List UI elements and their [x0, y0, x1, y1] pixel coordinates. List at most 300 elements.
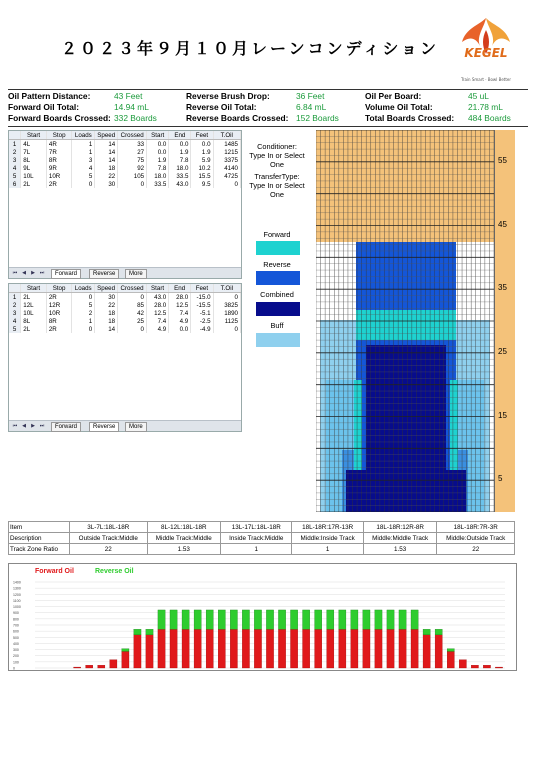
forward-oil-bar [206, 629, 213, 668]
ratio-cell: Middle Track:Middle [147, 533, 221, 544]
tab-forward[interactable]: Forward [51, 269, 81, 279]
table-cell[interactable]: 12.5 [169, 301, 191, 309]
table-cell[interactable]: -5.1 [191, 309, 213, 317]
table-cell[interactable]: 5 [72, 301, 95, 309]
reverse-oil-bar [242, 610, 249, 629]
reverse-oil-grid[interactable] [8, 283, 242, 432]
table-cell[interactable]: 33.5 [169, 172, 191, 180]
y-tick-label: 400 [13, 641, 19, 646]
table-cell[interactable]: 0 [213, 325, 240, 333]
table-cell[interactable]: 4140 [213, 164, 240, 172]
table-row[interactable] [9, 317, 241, 325]
table-cell[interactable]: -4.9 [191, 325, 213, 333]
reverse-oil-bar [170, 610, 177, 629]
volume-oil-total-value: 21.78 mL [468, 102, 503, 112]
reverse-oil-bar [122, 649, 129, 652]
oil-per-board-value: 45 uL [468, 91, 489, 101]
grid-header-row [9, 284, 241, 293]
forward-oil-bar [435, 635, 442, 668]
table-cell[interactable]: 15.5 [191, 172, 213, 180]
table-cell[interactable]: 12.5 [146, 309, 168, 317]
table-cell[interactable]: 4 [72, 164, 95, 172]
table-cell[interactable]: 2R [46, 293, 72, 302]
table-cell[interactable]: 33.5 [147, 180, 169, 188]
y-tick-label: 1300 [13, 586, 21, 591]
table-cell[interactable]: 14 [95, 140, 118, 149]
reverse-oil-bar [435, 629, 442, 635]
table-row[interactable] [9, 301, 241, 309]
table-cell[interactable]: 9.5 [191, 180, 213, 188]
ratio-row [9, 533, 515, 544]
table-cell[interactable]: 0.0 [147, 140, 169, 149]
table-cell[interactable]: 0 [72, 180, 95, 188]
table-cell[interactable]: 2R [46, 180, 72, 188]
forward-oil-bar [218, 629, 225, 668]
ratio-cell: 1.53 [147, 544, 221, 555]
table-cell[interactable]: 3825 [213, 301, 240, 309]
y-tick-label: 900 [13, 611, 19, 616]
scale-label: 25 [498, 346, 507, 356]
ratio-cell: 22 [70, 544, 148, 555]
table-cell[interactable]: 1485 [213, 140, 240, 149]
reverse-boards-crossed-value: 152 Boards [296, 113, 339, 123]
table-cell[interactable]: 7.4 [146, 317, 168, 325]
y-tick-label: 100 [13, 660, 19, 665]
forward-oil-bar [483, 665, 490, 668]
first-sheet-icon[interactable]: ⏮ [12, 270, 18, 276]
forward-oil-bar [290, 629, 297, 668]
legend-combined-swatch [256, 302, 300, 316]
conditioner-hint-2[interactable]: One [270, 160, 284, 169]
table-cell[interactable]: 3 [72, 156, 95, 164]
table-cell[interactable]: 25 [118, 317, 147, 325]
table-cell[interactable]: 18.0 [169, 164, 191, 172]
row-number: 5 [9, 172, 21, 180]
lane-combined-zone [366, 345, 446, 512]
table-cell[interactable]: 7.8 [169, 156, 191, 164]
table-cell[interactable]: 3375 [213, 156, 240, 164]
ratio-cell: Middle:Middle Track [363, 533, 437, 544]
table-cell[interactable]: 2L [21, 325, 47, 333]
row-number: 5 [9, 325, 21, 333]
forward-oil-bar [134, 635, 141, 668]
table-cell[interactable]: 18 [95, 317, 118, 325]
column-header[interactable]: Feet [191, 131, 213, 140]
column-header[interactable]: Start [147, 131, 169, 140]
forward-oil-bar [254, 629, 261, 668]
row-number: 2 [9, 148, 21, 156]
legend-reverse-swatch [256, 271, 300, 285]
reverse-oil-bar [158, 610, 165, 629]
y-tick-label: 600 [13, 629, 19, 634]
tab-reverse[interactable]: Reverse [89, 269, 119, 279]
forward-oil-bar [447, 651, 454, 668]
table-cell[interactable]: 0 [72, 293, 95, 302]
forward-oil-bar [363, 629, 370, 668]
table-row[interactable] [9, 140, 241, 149]
ratio-cell: 22 [437, 544, 515, 555]
table-cell[interactable]: 1.9 [169, 148, 191, 156]
table-row[interactable] [9, 325, 241, 333]
table-row[interactable] [9, 180, 241, 188]
table-cell[interactable]: 12L [21, 301, 47, 309]
column-header[interactable]: T.Oil [213, 131, 240, 140]
table-cell[interactable]: -15.5 [191, 301, 213, 309]
row-number: 3 [9, 309, 21, 317]
reverse-brush-drop-label: Reverse Brush Drop: [186, 91, 270, 101]
table-cell[interactable]: 2L [21, 293, 47, 302]
column-header[interactable]: End [169, 284, 191, 293]
table-cell[interactable]: 10L [21, 309, 47, 317]
column-header[interactable]: Stop [46, 284, 72, 293]
logo-wordmark: KEGEL [464, 46, 508, 60]
forward-oil-bar [230, 629, 237, 668]
legend-forward-swatch [256, 241, 300, 255]
table-cell[interactable]: 0.0 [169, 325, 191, 333]
table-cell[interactable]: 18.0 [147, 172, 169, 180]
table-cell[interactable]: 1890 [213, 309, 240, 317]
forward-oil-bar [375, 629, 382, 668]
ratio-cell: 1 [221, 544, 292, 555]
forward-oil-bar [327, 629, 334, 668]
column-header[interactable] [9, 131, 21, 140]
reverse-oil-bar [206, 610, 213, 629]
forward-oil-bar [351, 629, 358, 668]
ratio-cell: 13L-17L:18L-18R [221, 522, 292, 533]
column-header[interactable]: Start [21, 284, 47, 293]
table-cell[interactable]: 2L [21, 180, 47, 188]
y-tick-label: 700 [13, 623, 19, 628]
forward-oil-bar [278, 629, 285, 668]
table-cell[interactable]: 4.9 [146, 325, 168, 333]
forward-oil-bar [242, 629, 249, 668]
table-cell[interactable]: 7L [21, 148, 47, 156]
reverse-oil-bar [399, 610, 406, 629]
forward-oil-bar [170, 629, 177, 668]
reverse-oil-bar [182, 610, 189, 629]
reverse-oil-bar [278, 610, 285, 629]
table-row[interactable] [9, 293, 241, 302]
reverse-oil-bar [327, 610, 334, 629]
ratio-cell: 3L-7L:18L-18R [70, 522, 148, 533]
table-cell[interactable]: 10L [21, 172, 47, 180]
table-cell[interactable]: 1215 [213, 148, 240, 156]
column-header[interactable]: Start [21, 131, 47, 140]
reverse-oil-bar [303, 610, 310, 629]
page-title: ２０２３年９月１０月レーンコンディション [60, 39, 440, 58]
tab-more[interactable]: More [125, 269, 147, 279]
ratio-cell: 18L-18R:12R-8R [363, 522, 437, 533]
y-tick-label: 200 [13, 654, 19, 659]
table-cell[interactable]: 7.4 [169, 309, 191, 317]
ratio-cell: 8L-12L:18L-18R [147, 522, 221, 533]
table-cell[interactable]: 30 [95, 180, 118, 188]
table-cell[interactable]: 14 [95, 156, 118, 164]
row-number: 6 [9, 180, 21, 188]
forward-oil-bar [303, 629, 310, 668]
tab-reverse[interactable]: Reverse [89, 422, 119, 432]
table-cell[interactable]: 85 [118, 301, 147, 309]
forward-oil-bar [110, 660, 117, 668]
forward-sheet-tabs [9, 267, 241, 278]
y-tick-label: 1000 [13, 605, 21, 610]
total-boards-crossed-label: Total Boards Crossed: [365, 113, 455, 123]
table-cell[interactable]: 12R [46, 301, 72, 309]
forward-oil-bar [86, 665, 93, 668]
logo-tagline: Train Smart · Bowl Better [460, 77, 512, 82]
column-header[interactable]: End [169, 131, 191, 140]
table-cell[interactable]: 43.0 [169, 180, 191, 188]
reverse-sheet-tabs [9, 420, 241, 431]
table-cell[interactable]: 5.9 [191, 156, 213, 164]
ratio-cell: 1.53 [363, 544, 437, 555]
reverse-oil-bar [290, 610, 297, 629]
table-cell[interactable]: 1125 [213, 317, 240, 325]
tab-forward[interactable]: Forward [51, 422, 81, 432]
column-header[interactable]: Crossed [118, 284, 147, 293]
table-cell[interactable]: 28.0 [169, 293, 191, 302]
table-cell[interactable]: 8R [46, 156, 72, 164]
table-cell[interactable]: 33 [118, 140, 147, 149]
reverse-oil-bar [254, 610, 261, 629]
row-number: 1 [9, 140, 21, 149]
row-number: 2 [9, 301, 21, 309]
reverse-oil-bar [339, 610, 346, 629]
reverse-oil-bar [447, 649, 454, 652]
reverse-oil-bar [387, 610, 394, 629]
conditioner-hint[interactable]: Type In or Select [249, 151, 305, 160]
table-row[interactable] [9, 309, 241, 317]
legend-reverse-label: Reverse [263, 260, 291, 269]
tab-more[interactable]: More [125, 422, 147, 432]
row-number: 4 [9, 317, 21, 325]
forward-oil-bar [74, 667, 81, 668]
scale-label: 45 [498, 219, 507, 229]
table-cell[interactable]: 42 [118, 309, 147, 317]
y-tick-label: 0 [13, 666, 15, 670]
prev-sheet-icon[interactable]: ◀ [22, 423, 26, 429]
row-number: 4 [9, 164, 21, 172]
track-zone-ratio-table [8, 521, 515, 555]
last-sheet-icon[interactable]: ⏭ [39, 270, 45, 276]
forward-oil-bar [146, 635, 153, 668]
prev-sheet-icon[interactable]: ◀ [22, 270, 26, 276]
table-cell[interactable]: 0 [118, 293, 147, 302]
table-cell[interactable]: 2R [46, 325, 72, 333]
table-cell[interactable]: -2.5 [191, 317, 213, 325]
column-header[interactable]: Speed [95, 131, 118, 140]
reverse-oil-total-value: 6.84 mL [296, 102, 327, 112]
forward-oil-bar [98, 665, 105, 668]
forward-oil-bar [182, 629, 189, 668]
grid-header-row [9, 131, 241, 140]
reverse-oil-bar [134, 629, 141, 635]
table-cell[interactable]: 7R [46, 148, 72, 156]
table-cell[interactable]: 10.2 [191, 164, 213, 172]
oil-pattern-distance-label: Oil Pattern Distance: [8, 91, 91, 101]
column-header[interactable]: Crossed [118, 131, 147, 140]
lane-oil-map [316, 130, 494, 512]
last-sheet-icon[interactable]: ⏭ [39, 423, 45, 429]
forward-oil-bar [266, 629, 273, 668]
table-cell[interactable]: 0.0 [191, 140, 213, 149]
table-cell[interactable]: 9R [46, 164, 72, 172]
table-cell[interactable]: 4725 [213, 172, 240, 180]
ratio-cell: Outside Track:Middle [70, 533, 148, 544]
table-cell[interactable]: 0 [213, 293, 240, 302]
reverse-oil-bar [363, 610, 370, 629]
table-cell[interactable]: 1.9 [191, 148, 213, 156]
table-cell[interactable]: 1 [72, 148, 95, 156]
reverse-oil-bar [146, 629, 153, 635]
table-cell[interactable]: 10R [46, 172, 72, 180]
table-cell[interactable]: 105 [118, 172, 147, 180]
table-cell[interactable]: 18 [95, 309, 118, 317]
table-cell[interactable]: 1 [72, 317, 95, 325]
forward-oil-bar [122, 651, 129, 668]
total-boards-crossed-value: 484 Boards [468, 113, 511, 123]
column-header[interactable]: Speed [95, 284, 118, 293]
legend-buff-swatch [256, 333, 300, 347]
column-header[interactable] [9, 284, 21, 293]
table-cell[interactable]: 0 [118, 180, 147, 188]
next-sheet-icon[interactable]: ▶ [31, 270, 35, 276]
forward-table[interactable] [9, 131, 241, 188]
ratio-cell: Inside Track:Middle [221, 533, 292, 544]
table-row[interactable] [9, 164, 241, 172]
row-number: 3 [9, 156, 21, 164]
forward-oil-bar [339, 629, 346, 668]
forward-oil-grid[interactable] [8, 130, 242, 279]
column-header[interactable]: T.Oil [213, 284, 240, 293]
table-cell[interactable]: 1.9 [147, 156, 169, 164]
table-cell[interactable]: 28.0 [146, 301, 168, 309]
table-cell[interactable]: 0.0 [147, 148, 169, 156]
table-row[interactable] [9, 148, 241, 156]
table-cell[interactable]: 1 [72, 140, 95, 149]
pattern-summary [8, 89, 528, 127]
ratio-row-label: Item [9, 522, 70, 533]
y-tick-label: 300 [13, 648, 19, 653]
reverse-oil-total-label: Reverse Oil Total: [186, 102, 257, 112]
table-cell[interactable]: 0 [72, 325, 95, 333]
first-sheet-icon[interactable]: ⏮ [12, 423, 18, 429]
table-cell[interactable]: 0.0 [169, 140, 191, 149]
transfer-type-hint-2[interactable]: One [270, 190, 284, 199]
table-cell[interactable]: 75 [118, 156, 147, 164]
scale-label: 55 [498, 155, 507, 165]
conditioner-label: Conditioner: [257, 142, 297, 151]
legend-combined-label: Combined [260, 290, 294, 299]
legend-forward-oil: Forward Oil [35, 568, 74, 575]
ratio-cell: Middle:Inside Track [292, 533, 363, 544]
table-row[interactable] [9, 156, 241, 164]
legend-reverse-oil: Reverse Oil [95, 568, 134, 575]
ratio-row [9, 544, 515, 555]
table-cell[interactable]: 10R [46, 309, 72, 317]
column-header[interactable]: Feet [191, 284, 213, 293]
table-cell[interactable]: 4R [46, 140, 72, 149]
ratio-row-label: Description [9, 533, 70, 544]
scale-label: 5 [498, 474, 503, 484]
transfer-type-hint[interactable]: Type In or Select [249, 181, 305, 190]
ratio-row [9, 522, 515, 533]
table-cell[interactable]: 0 [118, 325, 147, 333]
table-cell[interactable]: 5 [72, 172, 95, 180]
reverse-table[interactable] [9, 284, 241, 333]
table-cell[interactable]: 8R [46, 317, 72, 325]
ratio-cell: 18L-18R:7R-3R [437, 522, 515, 533]
table-cell[interactable]: 7.8 [147, 164, 169, 172]
reverse-brush-drop-value: 36 Feet [296, 91, 325, 101]
table-cell[interactable]: 43.0 [146, 293, 168, 302]
table-cell[interactable]: 9L [21, 164, 47, 172]
table-cell[interactable]: 14 [95, 325, 118, 333]
y-tick-label: 800 [13, 617, 19, 622]
table-cell[interactable]: 27 [118, 148, 147, 156]
table-cell[interactable]: 92 [118, 164, 147, 172]
transfer-type-label: TransferType: [254, 172, 300, 181]
reverse-oil-bar [411, 610, 418, 629]
table-cell[interactable]: 2 [72, 309, 95, 317]
ratio-cell: 1 [292, 544, 363, 555]
table-cell[interactable]: 22 [95, 172, 118, 180]
forward-oil-total-value: 14.94 mL [114, 102, 149, 112]
column-header[interactable]: Stop [46, 131, 72, 140]
scale-label: 15 [498, 410, 507, 420]
lane-forward-edge-right [450, 380, 458, 472]
reverse-oil-bar [351, 610, 358, 629]
table-cell[interactable]: 8L [21, 156, 47, 164]
oil-per-board-label: Oil Per Board: [365, 91, 422, 101]
next-sheet-icon[interactable]: ▶ [31, 423, 35, 429]
reverse-oil-bar [218, 610, 225, 629]
lane-distance-scale [494, 130, 515, 512]
column-header[interactable]: Loads [72, 131, 95, 140]
forward-oil-bar [423, 635, 430, 668]
table-cell[interactable]: 4.9 [169, 317, 191, 325]
reverse-oil-bar [266, 610, 273, 629]
forward-oil-bar [471, 665, 478, 668]
forward-oil-bar [158, 629, 165, 668]
reverse-oil-bar [375, 610, 382, 629]
ratio-row-label: Track Zone Ratio [9, 544, 70, 555]
table-cell[interactable]: 30 [95, 293, 118, 302]
column-header[interactable]: Loads [72, 284, 95, 293]
table-cell[interactable]: 14 [95, 148, 118, 156]
forward-oil-bar [387, 629, 394, 668]
table-cell[interactable]: 22 [95, 301, 118, 309]
table-row[interactable] [9, 172, 241, 180]
forward-oil-total-label: Forward Oil Total: [8, 102, 80, 112]
reverse-oil-bar [230, 610, 237, 629]
table-cell[interactable]: 0 [213, 180, 240, 188]
forward-oil-bar [459, 660, 466, 668]
column-header[interactable]: Start [146, 284, 168, 293]
table-cell[interactable]: 8L [21, 317, 47, 325]
y-tick-label: 1200 [13, 592, 21, 597]
reverse-oil-bar [315, 610, 322, 629]
forward-boards-crossed-label: Forward Boards Crossed: [8, 113, 111, 123]
forward-oil-bar [315, 629, 322, 668]
forward-boards-crossed-value: 332 Boards [114, 113, 157, 123]
forward-oil-bar [194, 629, 201, 668]
table-cell[interactable]: 18 [95, 164, 118, 172]
table-cell[interactable]: 4L [21, 140, 47, 149]
reverse-boards-crossed-label: Reverse Boards Crossed: [186, 113, 289, 123]
ratio-cell: Middle:Outside Track [437, 533, 515, 544]
table-cell[interactable]: -15.0 [191, 293, 213, 302]
